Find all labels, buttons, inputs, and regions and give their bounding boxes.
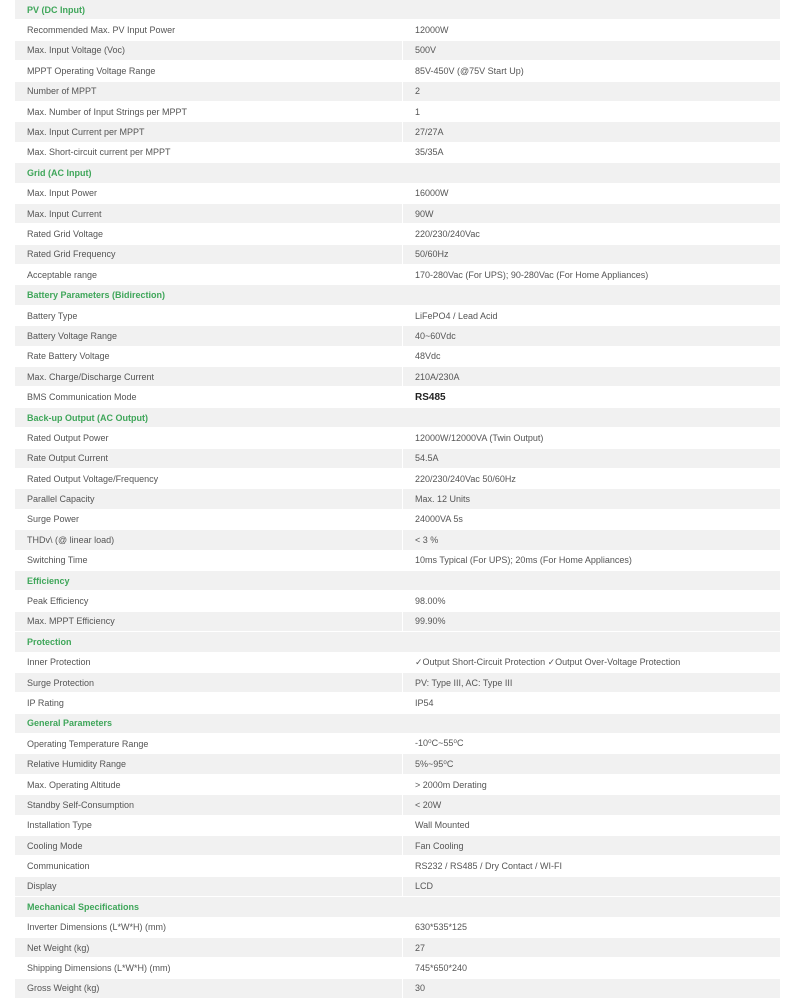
- spec-value: 745*650*240: [402, 958, 780, 977]
- spec-name: Max. Input Power: [27, 188, 98, 199]
- spec-name: Communication: [27, 861, 90, 872]
- spec-value: 85V-450V (@75V Start Up): [402, 61, 780, 80]
- table-row: [15, 693, 780, 713]
- spec-value: -10⁰C~55⁰C: [402, 734, 780, 753]
- spec-value: Fan Cooling: [402, 836, 780, 855]
- spec-name: Max. Input Current: [27, 208, 102, 219]
- page-margin: [782, 0, 801, 1000]
- spec-value: IP54: [402, 693, 780, 712]
- spec-name: Relative Humidity Range: [27, 759, 127, 770]
- spec-value: 12000W/12000VA (Twin Output): [402, 428, 780, 447]
- spec-name: Parallel Capacity: [27, 494, 95, 505]
- spec-value: 27: [402, 938, 780, 957]
- spec-name: Cooling Mode: [27, 840, 83, 851]
- spec-value: 35/35A: [402, 143, 780, 162]
- spec-name: Display: [27, 881, 57, 892]
- spec-name: Operating Temperature Range: [27, 738, 149, 749]
- table-row: [15, 775, 780, 795]
- table-row: [15, 734, 780, 754]
- table-row: [15, 938, 780, 958]
- section-header: [15, 163, 780, 183]
- table-row: [15, 877, 780, 897]
- spec-name: Rated Grid Frequency: [27, 249, 116, 260]
- table-row: [15, 41, 780, 61]
- spec-name: Max. Input Current per MPPT: [27, 127, 145, 138]
- table-row: [15, 836, 780, 856]
- table-row: [15, 122, 780, 142]
- spec-name: Battery Type: [27, 310, 78, 321]
- spec-name: Rated Grid Voltage: [27, 228, 104, 239]
- spec-value: 220/230/240Vac 50/60Hz: [402, 469, 780, 488]
- spec-value: LCD: [402, 877, 780, 896]
- spec-value: 630*535*125: [402, 918, 780, 937]
- spec-name: Switching Time: [27, 555, 88, 566]
- table-row: [15, 184, 780, 204]
- spec-name: Rated Output Voltage/Frequency: [27, 473, 159, 484]
- spec-value: ✓Output Short-Circuit Protection ✓Output Over-Voltage Protection: [402, 653, 780, 672]
- table-row: [15, 653, 780, 673]
- spec-value: 220/230/240Vac: [402, 224, 780, 243]
- spec-name: Inner Protection: [27, 657, 91, 668]
- table-row: [15, 856, 780, 876]
- spec-value: 10ms Typical (For UPS); 20ms (For Home Appliances): [402, 551, 780, 570]
- section-title: Protection: [27, 636, 72, 647]
- table-row: [15, 958, 780, 978]
- spec-value: Wall Mounted: [402, 816, 780, 835]
- spec-value: < 20W: [402, 795, 780, 814]
- table-row: [15, 20, 780, 40]
- spec-value: 54.5A: [402, 449, 780, 468]
- section-header: [15, 285, 780, 305]
- spec-name: Inverter Dimensions (L*W*H) (mm): [27, 922, 167, 933]
- section-header: [15, 632, 780, 652]
- spec-value: 98.00%: [402, 591, 780, 610]
- spec-value: LiFePO4 / Lead Acid: [402, 306, 780, 325]
- table-row: [15, 428, 780, 448]
- spec-value: 90W: [402, 204, 780, 223]
- spec-name: THDv\ (@ linear load): [27, 534, 115, 545]
- spec-value: 30: [402, 979, 780, 998]
- table-row: [15, 489, 780, 509]
- spec-value: Max. 12 Units: [402, 489, 780, 508]
- spec-name: Max. Number of Input Strings per MPPT: [27, 106, 188, 117]
- section-title: Mechanical Specifications: [27, 901, 140, 912]
- spec-value: 24000VA 5s: [402, 510, 780, 529]
- spec-value: RS232 / RS485 / Dry Contact / WI-FI: [402, 856, 780, 875]
- table-row: [15, 469, 780, 489]
- table-row: [15, 551, 780, 571]
- spec-name: Net Weight (kg): [27, 942, 90, 953]
- spec-value: 210A/230A: [402, 367, 780, 386]
- spec-table: [15, 0, 780, 999]
- spec-name: BMS Communication Mode: [27, 392, 137, 403]
- spec-value: 1: [402, 102, 780, 121]
- table-row: [15, 795, 780, 815]
- section-title: Efficiency: [27, 575, 70, 586]
- spec-value: 48Vdc: [402, 347, 780, 366]
- table-row: [15, 306, 780, 326]
- spec-value: 5%~95⁰C: [402, 754, 780, 773]
- section-title: Grid (AC Input): [27, 167, 92, 178]
- spec-value: < 3 %: [402, 530, 780, 549]
- spec-value: PV: Type III, AC: Type III: [402, 673, 780, 692]
- spec-name: Max. Operating Altitude: [27, 779, 121, 790]
- spec-name: Peak Efficiency: [27, 596, 89, 607]
- spec-value: 170-280Vac (For UPS); 90-280Vac (For Home Appliances): [402, 265, 780, 284]
- table-row: [15, 265, 780, 285]
- spec-value: RS485: [402, 387, 780, 406]
- spec-name: Battery Voltage Range: [27, 330, 118, 341]
- table-row: [15, 754, 780, 774]
- table-row: [15, 367, 780, 387]
- section-title: Back-up Output (AC Output): [27, 412, 148, 423]
- table-row: [15, 612, 780, 632]
- table-row: [15, 204, 780, 224]
- table-row: [15, 326, 780, 346]
- spec-name: Acceptable range: [27, 269, 98, 280]
- spec-name: IP Rating: [27, 697, 64, 708]
- spec-name: Shipping Dimensions (L*W*H) (mm): [27, 963, 171, 974]
- spec-value: 40~60Vdc: [402, 326, 780, 345]
- table-row: [15, 510, 780, 530]
- spec-name: Max. Input Voltage (Voc): [27, 45, 126, 56]
- section-header: [15, 897, 780, 917]
- table-row: [15, 530, 780, 550]
- table-row: [15, 449, 780, 469]
- table-row: [15, 591, 780, 611]
- section-header: [15, 408, 780, 428]
- table-row: [15, 61, 780, 81]
- table-row: [15, 82, 780, 102]
- section-header: [15, 571, 780, 591]
- spec-value: 16000W: [402, 184, 780, 203]
- spec-name: Max. MPPT Efficiency: [27, 616, 115, 627]
- table-row: [15, 245, 780, 265]
- spec-name: Installation Type: [27, 820, 92, 831]
- spec-name: Rate Output Current: [27, 453, 109, 464]
- section-header: [15, 714, 780, 734]
- spec-name: Surge Protection: [27, 677, 95, 688]
- section-title: Battery Parameters (Bidirection): [27, 290, 166, 301]
- spec-value: 50/60Hz: [402, 245, 780, 264]
- spec-name: Max. Short-circuit current per MPPT: [27, 147, 171, 158]
- spec-value: 27/27A: [402, 122, 780, 141]
- spec-name: Standby Self-Consumption: [27, 799, 135, 810]
- spec-name: Gross Weight (kg): [27, 983, 100, 994]
- spec-name: Surge Power: [27, 514, 80, 525]
- spec-value: 500V: [402, 41, 780, 60]
- spec-value: 2: [402, 82, 780, 101]
- spec-name: Number of MPPT: [27, 86, 97, 97]
- table-row: [15, 224, 780, 244]
- table-row: [15, 918, 780, 938]
- table-row: [15, 102, 780, 122]
- spec-value: 99.90%: [402, 612, 780, 631]
- table-row: [15, 347, 780, 367]
- section-header: [15, 0, 780, 20]
- section-title: PV (DC Input): [27, 4, 85, 15]
- spec-value: 12000W: [402, 20, 780, 39]
- spec-name: Recommended Max. PV Input Power: [27, 25, 176, 36]
- table-row: [15, 673, 780, 693]
- table-row: [15, 816, 780, 836]
- table-row: [15, 979, 780, 999]
- spec-value: > 2000m Derating: [402, 775, 780, 794]
- spec-name: Rate Battery Voltage: [27, 351, 110, 362]
- spec-name: Rated Output Power: [27, 432, 109, 443]
- table-row: [15, 387, 780, 407]
- spec-name: MPPT Operating Voltage Range: [27, 65, 156, 76]
- spec-name: Max. Charge/Discharge Current: [27, 371, 155, 382]
- section-title: General Parameters: [27, 718, 113, 729]
- table-row: [15, 143, 780, 163]
